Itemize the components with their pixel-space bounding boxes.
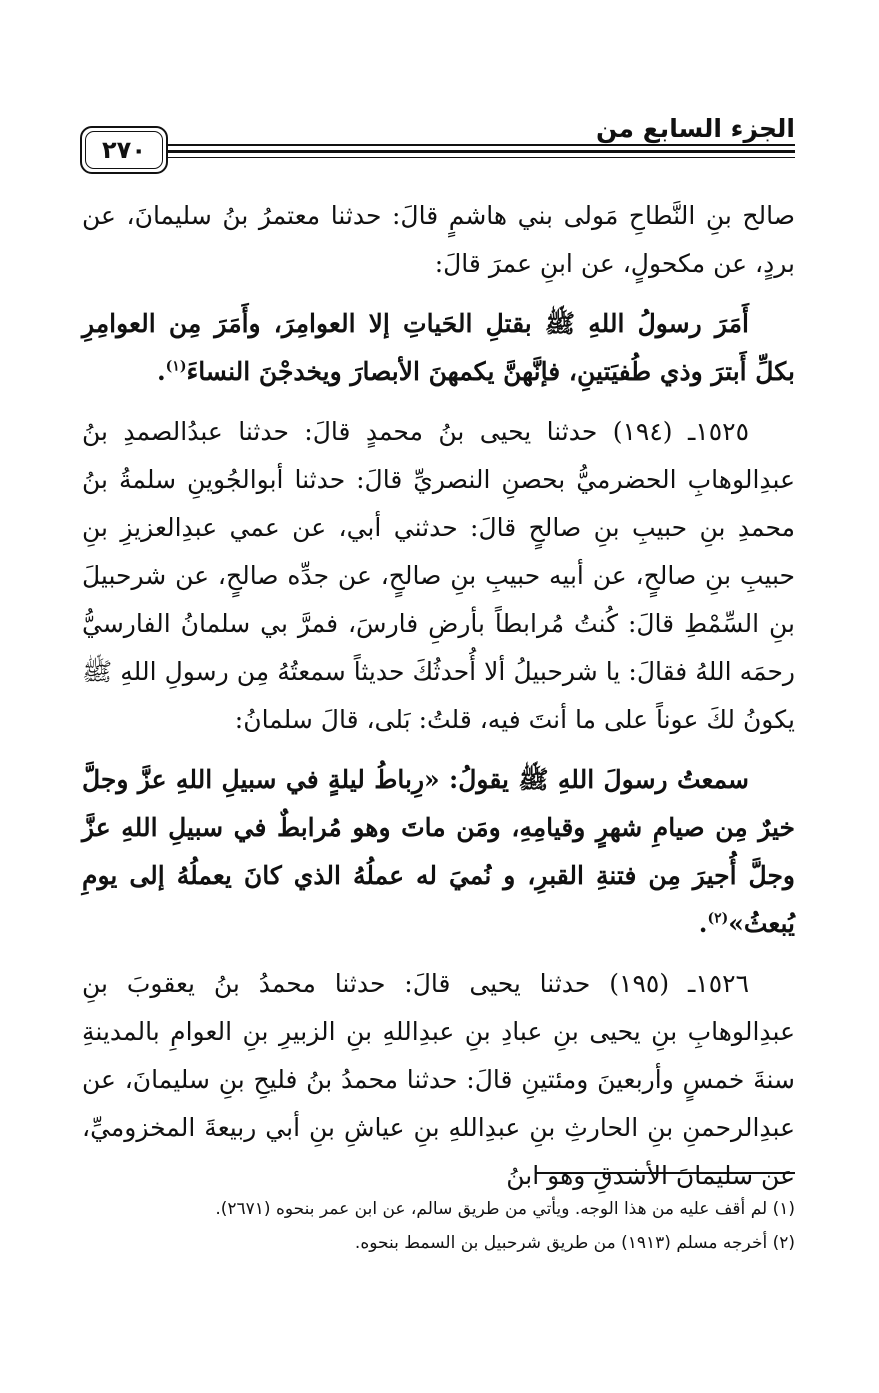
footnote-separator [535, 1172, 795, 1174]
header-rule [80, 150, 795, 153]
paragraph-tail: . [156, 357, 166, 386]
hadith-text-1 [82, 300, 795, 396]
paragraph-1525 [82, 408, 795, 744]
main-text [82, 192, 795, 1200]
paragraph-1 [82, 192, 795, 288]
hadith-text-2 [82, 756, 795, 948]
running-title: الجزء السابع من [596, 114, 795, 143]
paragraph-text: ١٥٢٥ـ (١٩٤) حدثنا يحيى بنُ محمدٍ قالَ: حدثنا عبدُالصمدِ بنُ عبدِالوهابِ الحضرميُّ بحصنِ النصريِّ قالَ: حدثنا أبوالجُوينِ سلمةُ بنُ محمدِ بنِ حبيبِ بنِ صالحٍ قالَ: حدثني أبي، عن عمي عبدِالعزيزِ بنِ حبيبِ بنِ صالحٍ، عن أبيه حبيبِ بنِ صالحٍ، عن جدِّه صالحٍ، عن شرحبيلَ بنِ السِّمْطِ قالَ: كُنتُ مُرابطاً بأرضِ فارسَ، فمرَّ بي سلمانُ الفارسيُّ رحمَه اللهُ فقالَ: يا شرحبيلُ ألا أُحدثُكَ حديثاً سمعتُهُ مِن رسولِ اللهِ ﷺ يكونُ لكَ عوناً على ما أنتَ فيه، قلتُ: بَلى، قالَ سلمانُ: [82, 417, 795, 734]
footnote-1: (١) لم أقف عليه من هذا الوجه. ويأتي من طريق سالم، عن ابن عمر بنحوه (٢٦٧١). [215, 1199, 795, 1219]
paragraph-tail: . [698, 909, 708, 938]
footnotes [82, 1192, 795, 1260]
header-rule [80, 157, 795, 158]
running-header [80, 110, 795, 180]
paragraph-text: صالح بنِ النَّطاحِ مَولى بني هاشمٍ قالَ: حدثنا معتمرُ بنُ سليمانَ، عن بردٍ، عن مكحولٍ، عن ابنِ عمرَ قالَ: [82, 201, 795, 278]
footnote-ref[interactable]: (١) [165, 358, 187, 375]
footnote-ref[interactable]: (٢) [707, 910, 729, 927]
page-number: ٢٧٠ [102, 136, 146, 164]
page-number-box [80, 126, 168, 174]
paragraph-text: سمعتُ رسولَ اللهِ ﷺ يقولُ: «رِباطُ ليلةٍ في سبيلِ اللهِ عزَّ وجلَّ خيرٌ مِن صيامِ شهرٍ وقيامِهِ، ومَن ماتَ وهو مُرابطٌ في سبيلِ اللهِ عزَّ وجلَّ أُجيرَ مِن فتنةِ القبرِ، و نُميَ له عملُهُ الذي كانَ يعملُهُ إلى يومِ يُبعثُ» [82, 765, 795, 938]
page-number-frame [85, 131, 163, 169]
paragraph-text: ١٥٢٦ـ (١٩٥) حدثنا يحيى قالَ: حدثنا محمدُ بنُ يعقوبَ بنِ عبدِالوهابِ بنِ يحيى بنِ عبادِ بنِ عبدِاللهِ بنِ الزبيرِ بنِ العوامِ بالمدينةِ سنةَ خمسٍ وأربعينَ ومئتينِ قالَ: حدثنا محمدُ بنُ فليحِ بنِ سليمانَ، عن عبدِالرحمنِ بنِ الحارثِ بنِ عبدِاللهِ بنِ عياشِ بنِ أبي ربيعةَ المخزوميِّ، عن سليمانَ الأشدقِ وهو ابنُ [82, 969, 795, 1190]
paragraph-1526 [82, 960, 795, 1200]
header-rule [80, 144, 795, 146]
paragraph-text: أَمَرَ رسولُ اللهِ ﷺ بقتلِ الحَياتِ إلا العوامِرَ، وأَمَرَ مِن العوامِرِ بكلِّ أَبترَ وذي طُفيَتينِ، فإنَّهنَّ يكمهنَ الأبصارَ ويخدجْنَ النساءَ [82, 309, 795, 386]
footnote-2: (٢) أخرجه مسلم (١٩١٣) من طريق شرحبيل بن السمط بنحوه. [354, 1233, 795, 1253]
